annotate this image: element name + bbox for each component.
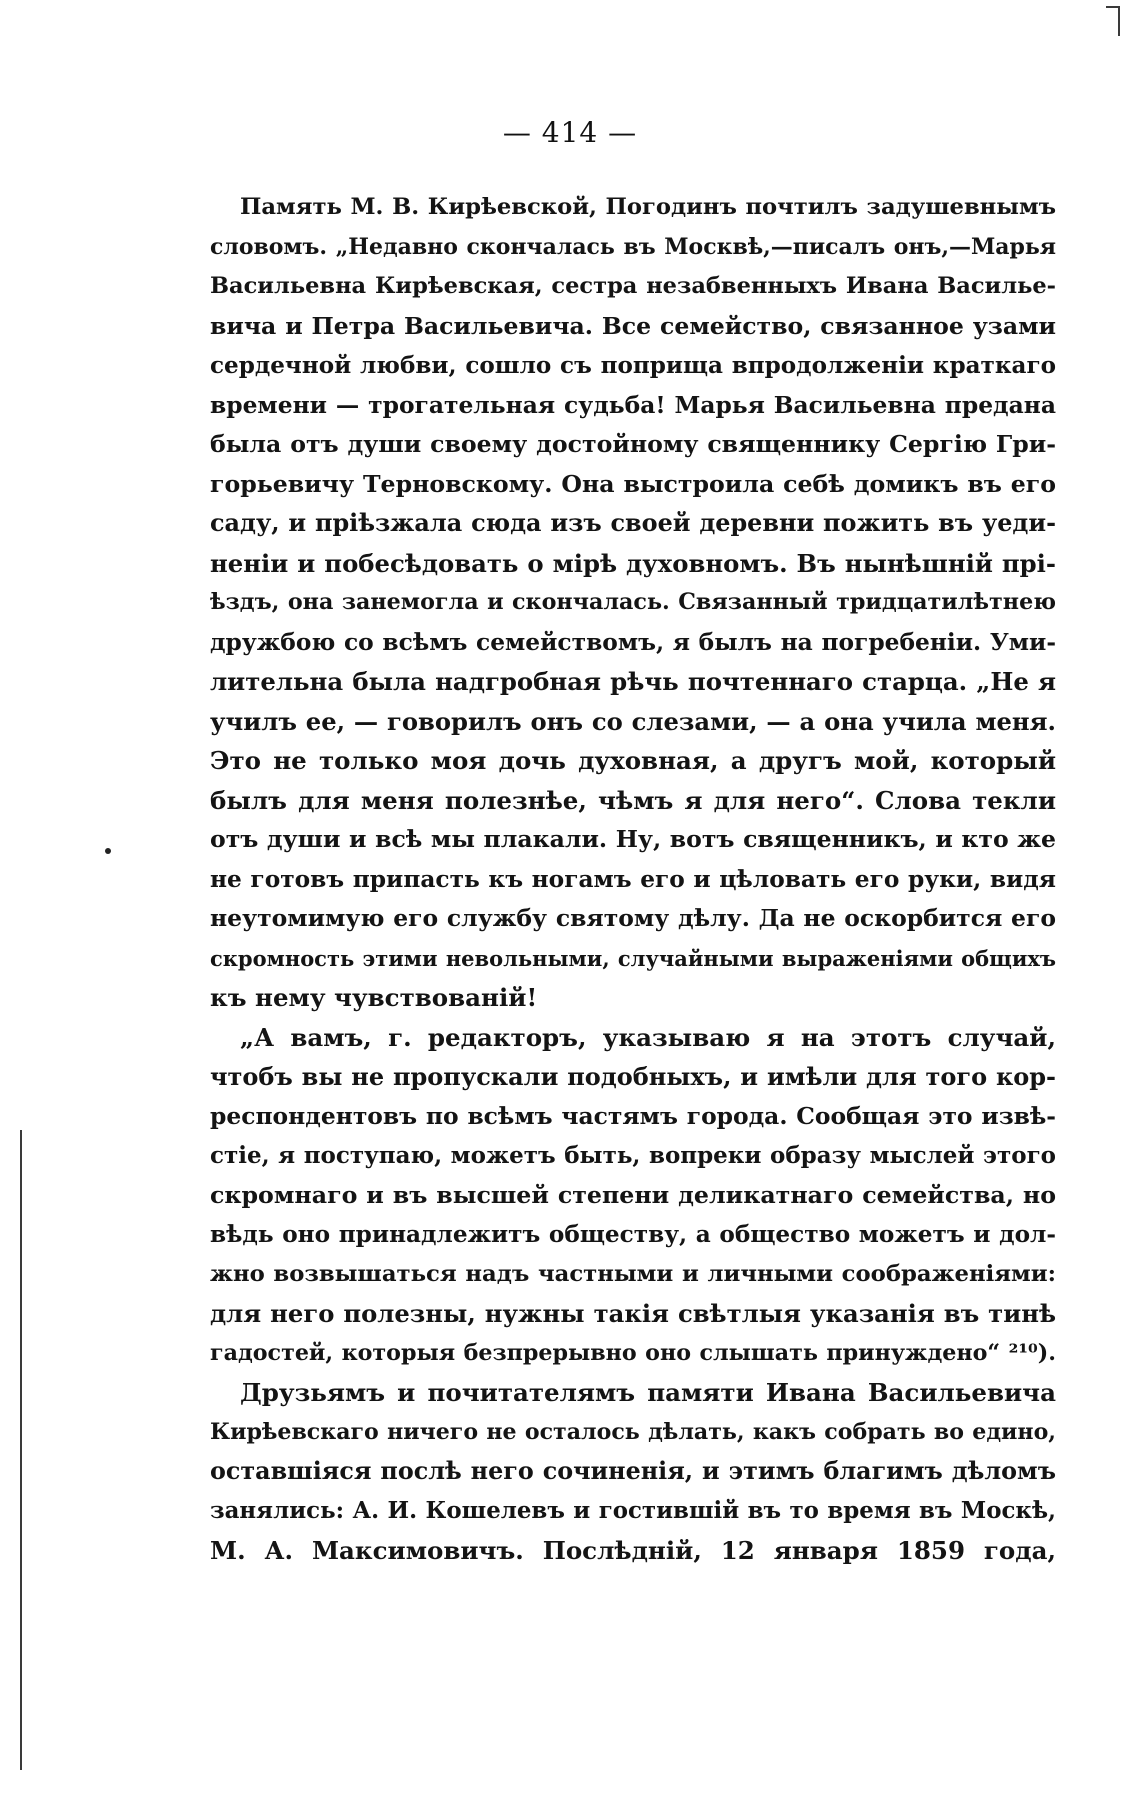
left-margin-rule xyxy=(20,1130,22,1770)
text-line: Это не только моя дочь духовная, а другъ мой, который xyxy=(210,746,1056,775)
text-line: оставшіяся послѣ него сочиненія, и этимъ благимъ дѣломъ xyxy=(210,1457,1056,1485)
text-line: скромнаго и въ высшей степени деликатнаго семейства, но xyxy=(210,1180,1056,1209)
text-line: Кирѣевскаго ничего не осталось дѣлать, какъ собрать во едино, xyxy=(210,1418,1056,1445)
text-line: вѣдь оно принадлежитъ обществу, а общество можетъ и дол- xyxy=(210,1221,1056,1248)
page-number: — 414 — xyxy=(502,116,638,149)
text-line: Васильевна Кирѣевская, сестра незабвенныхъ Ивана Василье- xyxy=(210,273,1056,299)
paragraph-1 xyxy=(210,188,1056,1018)
text-line: Память М. В. Кирѣевской, Погодинъ почтилъ задушевнымъ xyxy=(240,194,1056,220)
text-line: „А вамъ, г. редакторъ, указываю я на этотъ случай, xyxy=(240,1022,1056,1052)
text-line: стіе, я поступаю, можетъ быть, вопреки образу мыслей этого xyxy=(210,1142,1056,1169)
text-line: лительна была надгробная рѣчь почтеннаго старца. „Не я xyxy=(210,667,1056,696)
text-line: словомъ. „Недавно скончалась въ Москвѣ,—писалъ онъ,—Марья xyxy=(210,233,1056,260)
text-line: М. А. Максимовичъ. Послѣдній, 12 января 1859 года, xyxy=(210,1536,1056,1565)
text-line: неутомимую его службу святому дѣлу. Да не оскорбится его xyxy=(210,904,1056,932)
text-line: неніи и побесѣдовать о мірѣ духовномъ. Въ нынѣшній прі- xyxy=(210,548,1056,578)
text-line: къ нему чувствованій! xyxy=(210,983,538,1012)
text-line: скромность этими невольными, случайными выраженіями общихъ xyxy=(210,945,1056,971)
text-line: ѣздъ, она занемогла и скончалась. Связанный тридцатилѣтнею xyxy=(210,589,1056,615)
text-line: саду, и пріѣзжала сюда изъ своей деревни пожить въ уеди- xyxy=(210,509,1056,537)
text-line: времени — трогательная судьба! Марья Васильевна предана xyxy=(210,390,1056,419)
text-line: вича и Петра Васильевича. Все семейство, связанное узами xyxy=(210,311,1056,340)
text-line: училъ ее, — говорилъ онъ со слезами, — а она учила меня. xyxy=(210,706,1056,736)
text-line: дружбою со всѣмъ семействомъ, я былъ на погребеніи. Уми- xyxy=(210,628,1056,656)
text-line: для него полезны, нужны такія свѣтлыя указанія въ тинѣ xyxy=(210,1299,1056,1328)
corner-scan-mark xyxy=(1118,6,1120,36)
text-line: сердечной любви, сошло съ поприща впродолженіи краткаго xyxy=(210,352,1056,379)
body-text xyxy=(210,188,1056,1571)
text-line: отъ души и всѣ мы плакали. Ну, вотъ священникъ, и кто же xyxy=(210,825,1056,853)
paragraph-2 xyxy=(210,1018,1056,1374)
text-line: не готовъ припасть къ ногамъ его и цѣловать его руки, видя xyxy=(210,865,1056,893)
text-line: была отъ души своему достойному священнику Сергію Гри- xyxy=(210,430,1056,458)
text-line: занялись: А. И. Кошелевъ и гостившій въ то время въ Москѣ, xyxy=(210,1497,1056,1524)
paragraph-3 xyxy=(210,1373,1056,1571)
text-line: былъ для меня полезнѣе, чѣмъ я для него“. Слова текли xyxy=(210,785,1056,815)
text-line: жно возвышаться надъ частными и личными соображеніями: xyxy=(210,1260,1056,1287)
margin-speck xyxy=(105,848,111,854)
text-line: Друзьямъ и почитателямъ памяти Ивана Васильевича xyxy=(240,1378,1056,1407)
text-line: гадостей, которыя безпрерывно оно слышать принуждено“ ²¹⁰). xyxy=(210,1339,1056,1366)
text-line: респондентовъ по всѣмъ частямъ города. Сообщая это извѣ- xyxy=(210,1101,1056,1130)
text-line: горьевичу Терновскому. Она выстроила себѣ домикъ въ его xyxy=(210,469,1056,498)
text-line: чтобъ вы не пропускали подобныхъ, и имѣли для того кор- xyxy=(210,1062,1056,1091)
